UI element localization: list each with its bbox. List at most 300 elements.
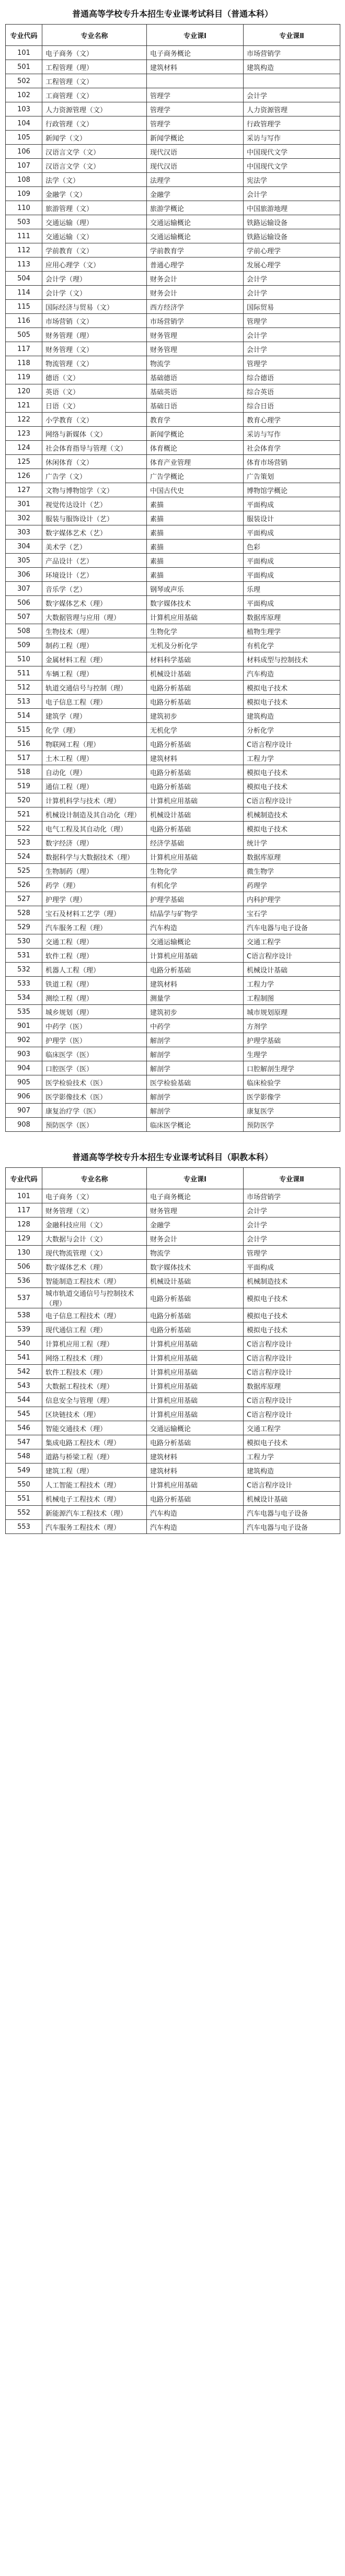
cell-code: 531: [6, 949, 42, 963]
cell-course-1: 新闻学概论: [147, 131, 244, 145]
table-row: [6, 1005, 340, 1019]
cell-code: 548: [6, 1449, 42, 1463]
cell-course-2: 管理学: [244, 356, 340, 370]
table-row: [6, 963, 340, 977]
table-row: [6, 554, 340, 568]
cell-major: 轨道交通信号与控制（理）: [42, 681, 147, 695]
cell-course-1: 基础德语: [147, 370, 244, 384]
table-row: [6, 272, 340, 286]
cell-code: 106: [6, 145, 42, 159]
table-row: [6, 1274, 340, 1288]
cell-major: 汽车服务工程（理）: [42, 920, 147, 934]
cell-course-1: 解剖学: [147, 1090, 244, 1104]
table-row: [6, 413, 340, 427]
cell-major: 交通运输（理）: [42, 215, 147, 229]
cell-course-1: 电子商务概论: [147, 1189, 244, 1203]
cell-major: 环境设计（艺）: [42, 568, 147, 582]
table-row: [6, 525, 340, 540]
table-row: [6, 201, 340, 215]
cell-course-1: 现代汉语: [147, 145, 244, 159]
table-row: [6, 878, 340, 892]
cell-major: 交通工程（理）: [42, 934, 147, 949]
cell-course-2: 模拟电子技术: [244, 1308, 340, 1322]
cell-code: 130: [6, 1246, 42, 1260]
table-row: [6, 159, 340, 173]
cell-code: 553: [6, 1520, 42, 1534]
table-row: [6, 74, 340, 88]
cell-course-2: 平面构成: [244, 525, 340, 540]
table-row: [6, 1308, 340, 1322]
cell-major: 金属材料工程（理）: [42, 652, 147, 666]
table-row: [6, 328, 340, 342]
cell-course-2: 工程制图: [244, 991, 340, 1005]
cell-course-2: 模拟电子技术: [244, 1435, 340, 1449]
cell-major: 工程管理（文）: [42, 74, 147, 88]
cell-course-1: 基础日语: [147, 399, 244, 413]
cell-course-2: 会计学: [244, 1217, 340, 1232]
cell-course-1: 电路分析基础: [147, 681, 244, 695]
cell-code: 105: [6, 131, 42, 145]
cell-course-2: C语言程序设计: [244, 1365, 340, 1379]
table-row: [6, 737, 340, 751]
cell-course-2: 人力资源管理: [244, 102, 340, 116]
cell-course-2: 色彩: [244, 540, 340, 554]
cell-major: 财务管理（文）: [42, 342, 147, 356]
cell-code: 511: [6, 666, 42, 681]
cell-course-1: 素描: [147, 511, 244, 525]
cell-course-1: 素描: [147, 497, 244, 511]
cell-major: 广告学（文）: [42, 469, 147, 483]
table1-header-row: [6, 25, 340, 46]
cell-major: 网络工程技术（理）: [42, 1351, 147, 1365]
table-row: [6, 286, 340, 300]
cell-code: 129: [6, 1232, 42, 1246]
cell-code: 120: [6, 384, 42, 399]
cell-course-1: 机械设计基础: [147, 1274, 244, 1288]
cell-course-2: C语言程序设计: [244, 1407, 340, 1421]
cell-course-2: 学前心理学: [244, 243, 340, 257]
cell-code: 109: [6, 187, 42, 201]
cell-course-2: 铁路运输设备: [244, 229, 340, 243]
cell-course-2: 会计学: [244, 88, 340, 102]
cell-code: 123: [6, 427, 42, 441]
table-row: [6, 991, 340, 1005]
cell-major: 数据科学与大数据技术（理）: [42, 850, 147, 864]
cell-course-2: 护理学基础: [244, 1033, 340, 1047]
cell-course-2: 管理学: [244, 314, 340, 328]
cell-course-2: 汽车电器与电子设备: [244, 1506, 340, 1520]
cell-code: 502: [6, 74, 42, 88]
header-code: 专业代码: [6, 25, 42, 46]
cell-major: 铁道工程（理）: [42, 977, 147, 991]
cell-major: 自动化（理）: [42, 765, 147, 779]
cell-course-1: 计算机应用基础: [147, 1478, 244, 1492]
cell-course-2: 内科护理学: [244, 892, 340, 906]
cell-course-2: 社会体育学: [244, 441, 340, 455]
cell-course-1: 物流学: [147, 356, 244, 370]
cell-course-2: 会计学: [244, 328, 340, 342]
cell-course-2: 市场营销学: [244, 46, 340, 60]
table-row: [6, 596, 340, 610]
cell-code: 121: [6, 399, 42, 413]
table-row: [6, 88, 340, 102]
cell-code: 516: [6, 737, 42, 751]
cell-course-1: 电路分析基础: [147, 695, 244, 709]
cell-course-1: 电路分析基础: [147, 765, 244, 779]
cell-course-1: 金融学: [147, 187, 244, 201]
cell-course-1: 财务会计: [147, 1232, 244, 1246]
cell-course-2: 平面构成: [244, 554, 340, 568]
cell-major: 数字经济（理）: [42, 836, 147, 850]
cell-major: 汉语言文学（文）: [42, 159, 147, 173]
cell-major: 药学（理）: [42, 878, 147, 892]
cell-major: 数字媒体艺术（艺）: [42, 525, 147, 540]
cell-course-1: 素描: [147, 525, 244, 540]
table-row: [6, 427, 340, 441]
cell-course-2: 博物馆学概论: [244, 483, 340, 497]
header-course-1: 专业课Ⅰ: [147, 25, 244, 46]
cell-major: 临床医学（医）: [42, 1047, 147, 1061]
table-row: [6, 1019, 340, 1033]
table-row: [6, 384, 340, 399]
cell-major: 车辆工程（理）: [42, 666, 147, 681]
cell-major: 财务管理（文）: [42, 1203, 147, 1217]
cell-code: 515: [6, 723, 42, 737]
cell-course-1: 管理学: [147, 88, 244, 102]
table-row: [6, 116, 340, 131]
cell-course-2: 建筑构造: [244, 60, 340, 74]
table-row: [6, 652, 340, 666]
cell-course-1: 交通运输概论: [147, 934, 244, 949]
cell-course-1: 电路分析基础: [147, 963, 244, 977]
table-row: [6, 949, 340, 963]
cell-course-1: 计算机应用基础: [147, 1365, 244, 1379]
cell-code: 301: [6, 497, 42, 511]
table2-body: [6, 1189, 340, 1534]
cell-course-1: [147, 74, 244, 88]
cell-course-1: 学前教育学: [147, 243, 244, 257]
header-major: 专业名称: [42, 1168, 147, 1189]
table-row: [6, 666, 340, 681]
cell-course-2: 汽车电器与电子设备: [244, 920, 340, 934]
table-row: [6, 229, 340, 243]
table-row: [6, 582, 340, 596]
cell-course-2: 会计学: [244, 342, 340, 356]
cell-course-1: 建筑材料: [147, 60, 244, 74]
cell-major: 新能源汽车工程技术（理）: [42, 1506, 147, 1520]
cell-major: 信息安全与管理（理）: [42, 1393, 147, 1407]
cell-code: 118: [6, 356, 42, 370]
cell-code: 520: [6, 793, 42, 807]
table-row: [6, 60, 340, 74]
cell-course-1: 电路分析基础: [147, 779, 244, 793]
cell-course-1: 素描: [147, 554, 244, 568]
cell-course-1: 计算机应用基础: [147, 949, 244, 963]
cell-course-1: 广告学概论: [147, 469, 244, 483]
cell-course-1: 旅游学概论: [147, 201, 244, 215]
cell-major: 中药学（医）: [42, 1019, 147, 1033]
cell-major: 大数据与会计（文）: [42, 1232, 147, 1246]
cell-code: 543: [6, 1379, 42, 1393]
cell-code: 101: [6, 46, 42, 60]
cell-course-2: 汽车构造: [244, 666, 340, 681]
cell-code: 544: [6, 1393, 42, 1407]
table-row: [6, 681, 340, 695]
cell-course-1: 无机及分析化学: [147, 638, 244, 652]
table-row: [6, 1365, 340, 1379]
cell-code: 522: [6, 822, 42, 836]
cell-major: 口腔医学（医）: [42, 1061, 147, 1075]
cell-course-2: 模拟电子技术: [244, 779, 340, 793]
cell-major: 预防医学（医）: [42, 1118, 147, 1132]
cell-major: 软件工程技术（理）: [42, 1365, 147, 1379]
cell-major: 建筑学（理）: [42, 709, 147, 723]
cell-major: 工商管理（文）: [42, 88, 147, 102]
cell-course-1: 生物化学: [147, 624, 244, 638]
cell-course-1: 体育概论: [147, 441, 244, 455]
table-row: [6, 695, 340, 709]
cell-course-2: 行政管理学: [244, 116, 340, 131]
cell-code: 550: [6, 1478, 42, 1492]
cell-course-1: 管理学: [147, 116, 244, 131]
cell-course-1: 建筑材料: [147, 751, 244, 765]
table-row: [6, 1351, 340, 1365]
cell-code: 518: [6, 765, 42, 779]
cell-major: 建筑工程（理）: [42, 1463, 147, 1478]
cell-major: 物联网工程（理）: [42, 737, 147, 751]
cell-course-1: 临床医学概论: [147, 1118, 244, 1132]
table-row: [6, 779, 340, 793]
cell-major: 文物与博物馆学（文）: [42, 483, 147, 497]
cell-course-2: 会计学: [244, 272, 340, 286]
cell-course-2: 交通工程学: [244, 934, 340, 949]
table-row: [6, 1492, 340, 1506]
table-row: [6, 173, 340, 187]
cell-course-1: 计算机应用基础: [147, 793, 244, 807]
table-row: [6, 1288, 340, 1308]
cell-code: 119: [6, 370, 42, 384]
cell-code: 552: [6, 1506, 42, 1520]
cell-course-2: 分析化学: [244, 723, 340, 737]
cell-course-2: C语言程序设计: [244, 737, 340, 751]
cell-code: 547: [6, 1435, 42, 1449]
cell-major: 城市轨道交通信号与控制技术（理）: [42, 1288, 147, 1308]
cell-code: 108: [6, 173, 42, 187]
cell-major: 护理学（理）: [42, 892, 147, 906]
cell-course-2: 发展心理学: [244, 257, 340, 272]
cell-code: 519: [6, 779, 42, 793]
cell-course-2: 综合日语: [244, 399, 340, 413]
table-row: [6, 836, 340, 850]
cell-code: 549: [6, 1463, 42, 1478]
cell-code: 128: [6, 1217, 42, 1232]
table-row: [6, 1463, 340, 1478]
cell-major: 视觉传达设计（艺）: [42, 497, 147, 511]
cell-course-2: 生理学: [244, 1047, 340, 1061]
cell-course-2: 材料成型与控制技术: [244, 652, 340, 666]
table-row: [6, 610, 340, 624]
cell-course-2: 数据库原理: [244, 850, 340, 864]
cell-major: 大数据工程技术（理）: [42, 1379, 147, 1393]
cell-major: 人力资源管理（文）: [42, 102, 147, 116]
cell-course-2: 医学影像学: [244, 1090, 340, 1104]
cell-course-2: 数据库原理: [244, 1379, 340, 1393]
cell-course-1: 新闻学概论: [147, 427, 244, 441]
cell-course-2: 统计学: [244, 836, 340, 850]
cell-major: 康复治疗学（医）: [42, 1104, 147, 1118]
cell-code: 112: [6, 243, 42, 257]
cell-code: 510: [6, 652, 42, 666]
cell-major: 医学影像技术（医）: [42, 1090, 147, 1104]
cell-course-2: 体育市场营销: [244, 455, 340, 469]
cell-major: 财务管理（理）: [42, 328, 147, 342]
table-row: [6, 483, 340, 497]
cell-code: 304: [6, 540, 42, 554]
cell-major: 生物技术（理）: [42, 624, 147, 638]
cell-course-2: 汽车电器与电子设备: [244, 1520, 340, 1534]
table-row: [6, 131, 340, 145]
table-row: [6, 1090, 340, 1104]
cell-code: 303: [6, 525, 42, 540]
cell-course-1: 电路分析基础: [147, 1308, 244, 1322]
cell-course-2: 建筑构造: [244, 1463, 340, 1478]
cell-course-1: 建筑材料: [147, 1449, 244, 1463]
cell-course-1: 电路分析基础: [147, 1322, 244, 1337]
table-row: [6, 793, 340, 807]
cell-major: 国际经济与贸易（文）: [42, 300, 147, 314]
cell-code: 512: [6, 681, 42, 695]
cell-major: 日语（文）: [42, 399, 147, 413]
cell-course-1: 钢琴或声乐: [147, 582, 244, 596]
cell-course-2: 有机化学: [244, 638, 340, 652]
cell-course-1: 西方经济学: [147, 300, 244, 314]
cell-course-2: 康复医学: [244, 1104, 340, 1118]
cell-major: 宝石及材料工艺学（理）: [42, 906, 147, 920]
cell-course-1: 有机化学: [147, 878, 244, 892]
table2-title: 普通高等学校专升本招生专业课考试科目（职教本科）: [72, 1152, 273, 1162]
cell-course-2: 乐理: [244, 582, 340, 596]
table-row: [6, 314, 340, 328]
cell-major: 人工智能工程技术（理）: [42, 1478, 147, 1492]
table-row: [6, 1104, 340, 1118]
cell-code: 504: [6, 272, 42, 286]
cell-course-1: 中药学: [147, 1019, 244, 1033]
cell-course-1: 计算机应用基础: [147, 610, 244, 624]
cell-course-2: 机械制造技术: [244, 1274, 340, 1288]
cell-course-2: 平面构成: [244, 596, 340, 610]
cell-code: 513: [6, 695, 42, 709]
cell-course-1: 结晶学与矿物学: [147, 906, 244, 920]
cell-major: 美术学（艺）: [42, 540, 147, 554]
cell-course-2: C语言程序设计: [244, 1337, 340, 1351]
cell-major: 服装与服饰设计（艺）: [42, 511, 147, 525]
cell-course-1: 计算机应用基础: [147, 850, 244, 864]
cell-course-2: 综合德语: [244, 370, 340, 384]
table-row: [6, 1217, 340, 1232]
table-row: [6, 497, 340, 511]
cell-course-1: 医学检验基础: [147, 1075, 244, 1090]
cell-course-2: C语言程序设计: [244, 949, 340, 963]
table-row: [6, 807, 340, 822]
cell-code: 122: [6, 413, 42, 427]
cell-major: 电子信息工程技术（理）: [42, 1308, 147, 1322]
cell-code: 534: [6, 991, 42, 1005]
cell-code: 523: [6, 836, 42, 850]
cell-major: 机械电子工程技术（理）: [42, 1492, 147, 1506]
cell-course-2: 会计学: [244, 1232, 340, 1246]
cell-code: 528: [6, 906, 42, 920]
cell-code: 125: [6, 455, 42, 469]
cell-course-2: 工程力学: [244, 1449, 340, 1463]
cell-course-1: 建筑材料: [147, 977, 244, 991]
table-row: [6, 709, 340, 723]
table-row: [6, 624, 340, 638]
table-row: [6, 243, 340, 257]
cell-major: 智能交通技术（理）: [42, 1421, 147, 1435]
cell-course-1: 电路分析基础: [147, 822, 244, 836]
cell-course-2: 广告策划: [244, 469, 340, 483]
cell-major: 测绘工程（理）: [42, 991, 147, 1005]
cell-course-1: 中国古代史: [147, 483, 244, 497]
cell-code: 114: [6, 286, 42, 300]
cell-major: 交通运输（文）: [42, 229, 147, 243]
cell-course-1: 护理学基础: [147, 892, 244, 906]
table1-title: 普通高等学校专升本招生专业课考试科目（普通本科）: [72, 9, 273, 19]
table-row: [6, 1506, 340, 1520]
cell-major: 旅游管理（文）: [42, 201, 147, 215]
cell-major: 生物制药（理）: [42, 864, 147, 878]
cell-course-1: 计算机应用基础: [147, 1407, 244, 1421]
cell-course-1: 汽车构造: [147, 1506, 244, 1520]
cell-code: 110: [6, 201, 42, 215]
cell-course-2: 模拟电子技术: [244, 1288, 340, 1308]
cell-major: 应用心理学（文）: [42, 257, 147, 272]
table-row: [6, 1435, 340, 1449]
cell-major: 汉语言文学（文）: [42, 145, 147, 159]
cell-major: 会计学（文）: [42, 286, 147, 300]
table2-section: [5, 1148, 340, 1534]
cell-code: 113: [6, 257, 42, 272]
table-row: [6, 920, 340, 934]
cell-code: 102: [6, 88, 42, 102]
cell-code: 506: [6, 596, 42, 610]
cell-code: 517: [6, 751, 42, 765]
cell-course-2: 管理学: [244, 1246, 340, 1260]
cell-course-1: 物流学: [147, 1246, 244, 1260]
cell-course-1: 财务管理: [147, 328, 244, 342]
cell-major: 工程管理（理）: [42, 60, 147, 74]
table-row: [6, 1393, 340, 1407]
cell-major: 金融学（文）: [42, 187, 147, 201]
cell-major: 道路与桥梁工程（理）: [42, 1449, 147, 1463]
cell-course-2: 临床检验学: [244, 1075, 340, 1090]
table-row: [6, 441, 340, 455]
cell-course-1: 电路分析基础: [147, 1288, 244, 1308]
cell-major: 数字媒体艺术（理）: [42, 596, 147, 610]
cell-course-2: 采访与写作: [244, 427, 340, 441]
cell-code: 538: [6, 1308, 42, 1322]
table-row: [6, 568, 340, 582]
cell-major: 大数据管理与应用（理）: [42, 610, 147, 624]
cell-course-1: 机械设计基础: [147, 666, 244, 681]
cell-major: 产品设计（艺）: [42, 554, 147, 568]
cell-course-1: 电路分析基础: [147, 737, 244, 751]
cell-course-1: 财务会计: [147, 286, 244, 300]
cell-course-2: 教育心理学: [244, 413, 340, 427]
cell-course-2: 会计学: [244, 1203, 340, 1217]
cell-code: 107: [6, 159, 42, 173]
cell-major: 学前教育（文）: [42, 243, 147, 257]
